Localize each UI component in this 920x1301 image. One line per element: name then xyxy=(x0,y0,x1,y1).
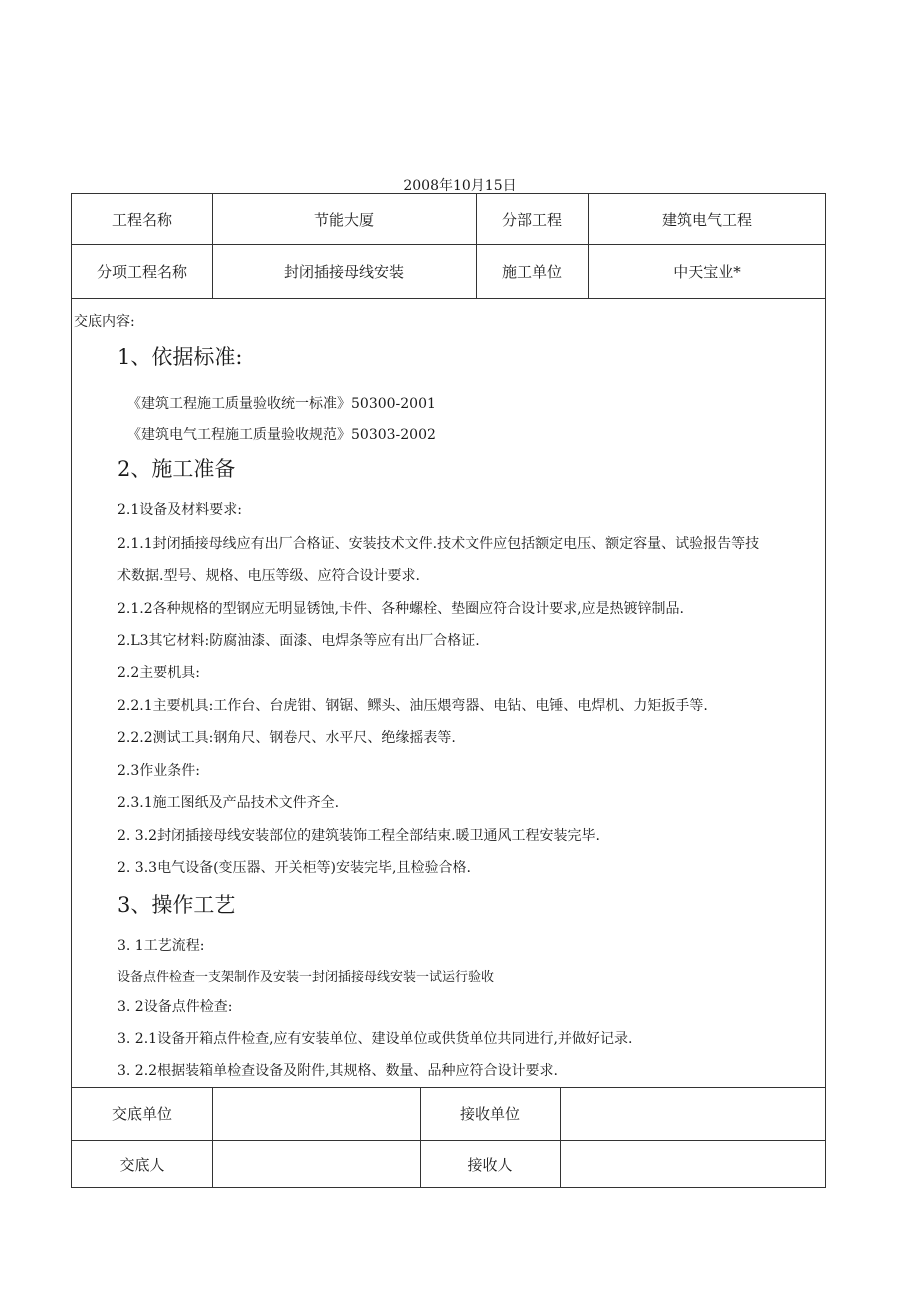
content-line: 2.1设备及材料要求: xyxy=(117,502,242,518)
receiver-person-label: 接收人 xyxy=(467,1155,513,1174)
project-name-label: 工程名称 xyxy=(111,210,172,229)
document-date: 2008年10月15日 xyxy=(403,178,517,194)
division-value: 建筑电气工程 xyxy=(661,210,752,229)
content-line: 2.3.1施工图纸及产品技术文件齐全. xyxy=(117,795,340,811)
content-line: 2.1.1封闭插接母线应有出厂合格证、安装技术文件.技术文件应包括额定电压、额定容量、试验报告等技 xyxy=(117,536,760,552)
content-line: 3. 1工艺流程: xyxy=(117,938,205,954)
division-label: 分部工程 xyxy=(501,210,562,229)
project-name-value: 节能大厦 xyxy=(313,210,374,229)
disclosure-content xyxy=(72,299,825,1087)
process-flow: 设备点件检查一支架制作及安装一封闭插接母线安装一试运行验收 xyxy=(117,970,495,985)
content-line: 3. 2设备点件检查: xyxy=(117,999,233,1015)
receiver-unit-label: 接收单位 xyxy=(459,1105,520,1123)
content-line: 2.2.1主要机具:工作台、台虎钳、钢锯、鳏头、油压煨弯器、电钻、电锤、电焊机、力矩扳手等. xyxy=(117,698,708,714)
content-line: 术数据.型号、规格、电压等级、应符合设计要求. xyxy=(117,568,420,584)
content-line: 3. 2.1设备开箱点件检查,应有安装单位、建设单位或供货单位共同进行,并做好记录. xyxy=(117,1031,633,1047)
content-line: 2.L3其它材料:防腐油漆、面漆、电焊条等应有出厂合格证. xyxy=(117,633,480,649)
content-line: 2.1.2各种规格的型钢应无明显锈蚀,卡件、各种螺栓、垫圈应符合设计要求,应是热镀锌制品. xyxy=(117,601,684,617)
subitem-name-label: 分项工程名称 xyxy=(96,262,187,281)
subitem-name-value: 封闭插接母线安装 xyxy=(283,262,404,281)
content-line: 《建筑电气工程施工质量验收规范》50303-2002 xyxy=(127,427,436,443)
discloser-unit-label: 交底单位 xyxy=(111,1105,172,1123)
content-line: 2. 3.2封闭插接母线安装部位的建筑装饰工程全部结束.暖卫通风工程安装完毕. xyxy=(117,828,600,844)
content-line: 3. 2.2根据装箱单检查设备及附件,其规格、数量、品种应符合设计要求. xyxy=(117,1063,558,1079)
receiver-person-value xyxy=(560,1140,826,1188)
discloser-person-label: 交底人 xyxy=(119,1155,165,1174)
content-line: 2. 3.3电气设备(变压器、开关柜等)安装完毕,且检验合格. xyxy=(117,860,471,876)
section-heading: 2、施工准备 xyxy=(117,457,236,481)
discloser-person-value xyxy=(212,1140,420,1188)
section-heading: 1、依据标准: xyxy=(117,345,243,369)
section-heading: 3、操作工艺 xyxy=(117,893,236,917)
content-intro: 交底内容: xyxy=(74,314,135,330)
discloser-unit-value xyxy=(212,1087,420,1140)
content-line: 2.2主要机具: xyxy=(117,665,200,681)
contractor-label: 施工单位 xyxy=(501,262,562,281)
contractor-value: 中天宝业* xyxy=(673,262,741,281)
content-line: 2.2.2测试工具:钢角尺、钢卷尺、水平尺、绝缘摇表等. xyxy=(117,730,456,746)
disclosure-form xyxy=(71,193,826,1188)
content-line: 《建筑工程施工质量验收统一标准》50300-2001 xyxy=(127,396,436,412)
receiver-unit-value xyxy=(560,1087,826,1140)
content-line: 2.3作业条件: xyxy=(117,763,200,779)
